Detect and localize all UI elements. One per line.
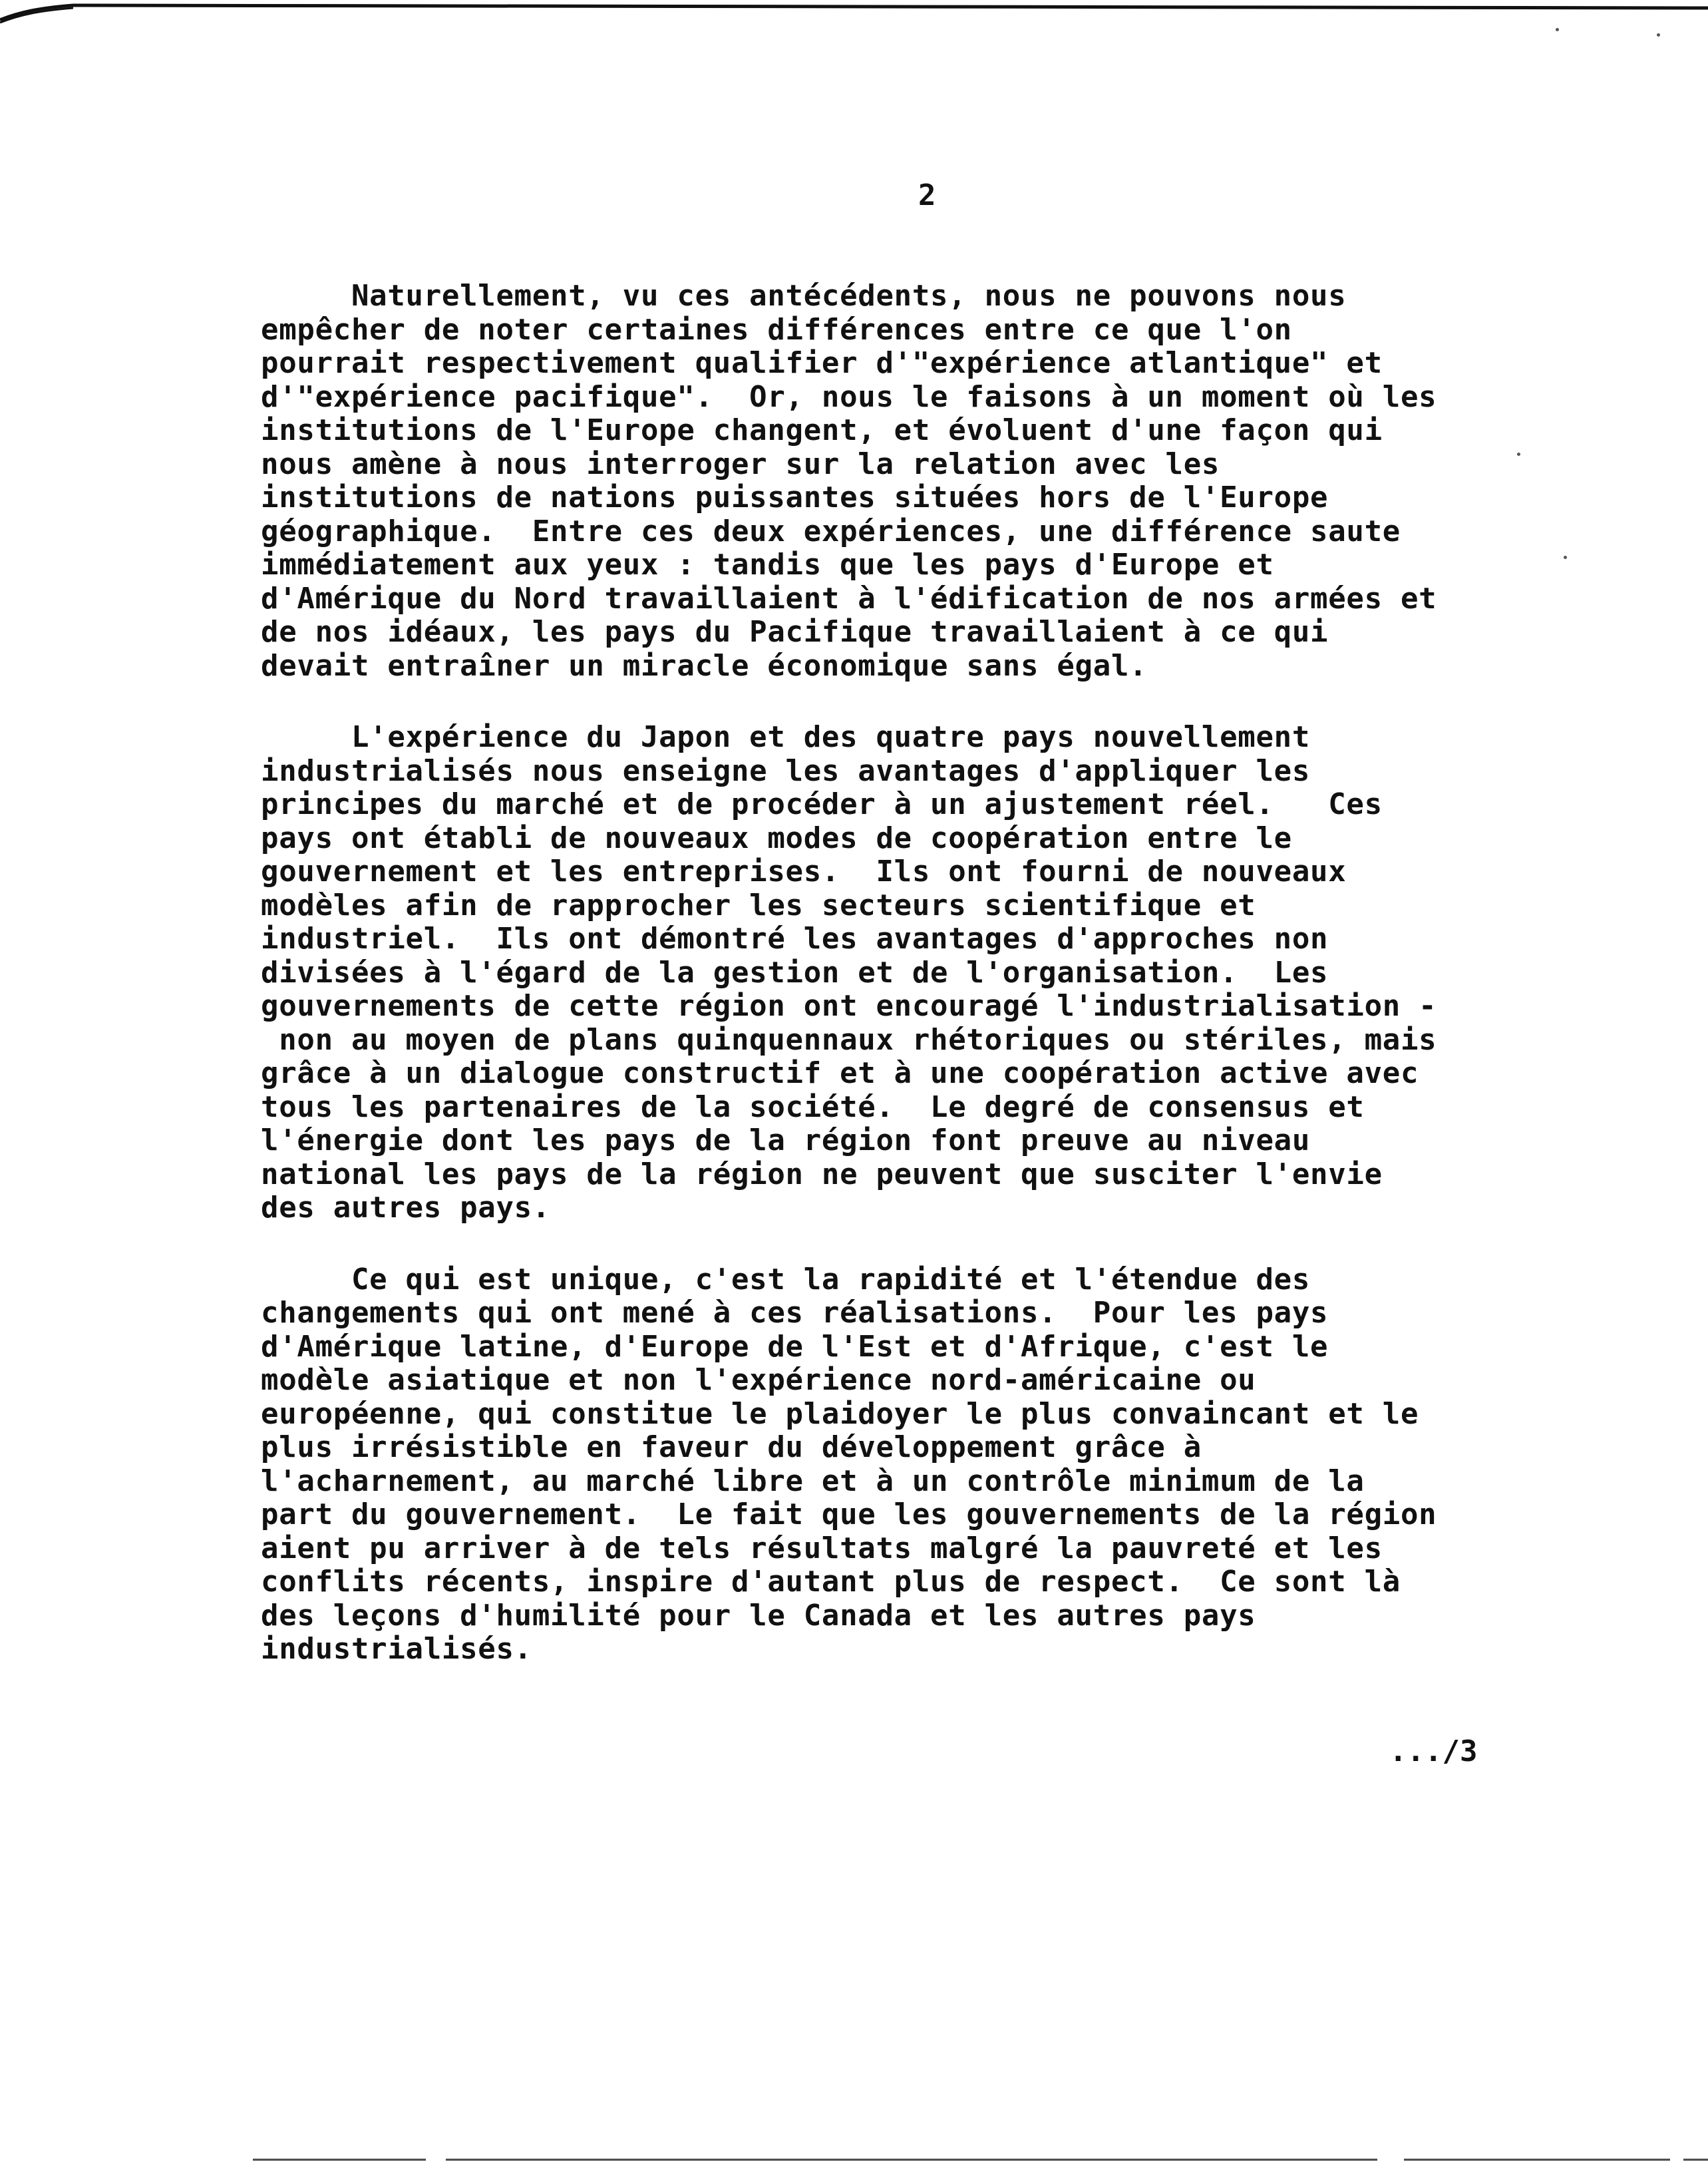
text-line: gouvernement et les entreprises. Ils ont fourni de nouveaux — [261, 855, 1347, 889]
text-line: l'énergie dont les pays de la région font preuve au niveau — [261, 1123, 1311, 1157]
text-line: Naturellement, vu ces antécédents, nous ne pouvons nous — [261, 279, 1347, 313]
text-line: immédiatement aux yeux : tandis que les pays d'Europe et — [261, 548, 1274, 582]
text-line: principes du marché et de procéder à un ajustement réel. Ces — [261, 787, 1383, 821]
text-line: tous les partenaires de la société. Le degré de consensus et — [261, 1089, 1365, 1124]
text-line: européenne, qui constitue le plaidoyer le plus convaincant et le — [261, 1396, 1419, 1431]
scan-speck — [1556, 28, 1559, 31]
text-line: L'expérience du Japon et des quatre pays nouvellement — [261, 720, 1311, 754]
text-line: d'Amérique du Nord travaillaient à l'édification de nos armées et — [261, 581, 1437, 616]
text-line: de nos idéaux, les pays du Pacifique travaillaient à ce qui — [261, 615, 1329, 649]
text-line: industrialisés. — [261, 1632, 532, 1666]
text-line: divisées à l'égard de la gestion et de l'organisation. Les — [261, 955, 1329, 990]
scan-speck — [1657, 33, 1660, 37]
text-line: grâce à un dialogue constructif et à une coopération active avec — [261, 1056, 1419, 1090]
text-line: plus irrésistible en faveur du développement grâce à — [261, 1430, 1202, 1464]
text-line: nous amène à nous interroger sur la relation avec les — [261, 447, 1220, 481]
text-line: modèles afin de rapprocher les secteurs scientifique et — [261, 888, 1256, 922]
text-line: l'acharnement, au marché libre et à un contrôle minimum de la — [261, 1464, 1365, 1498]
text-line: empêcher de noter certaines différences entre ce que l'on — [261, 312, 1292, 347]
text-line: changements qui ont mené à ces réalisations. Pour les pays — [261, 1296, 1329, 1330]
text-line: gouvernements de cette région ont encouragé l'industrialisation - — [261, 989, 1437, 1023]
text-line: pays ont établi de nouveaux modes de coopération entre le — [261, 821, 1292, 855]
paragraph-3 — [261, 1263, 1605, 1667]
text-line: non au moyen de plans quinquennaux rhétoriques ou stériles, mais — [261, 1022, 1437, 1057]
text-line: industrialisés nous enseigne les avantages d'appliquer les — [261, 753, 1311, 788]
text-line: des autres pays. — [261, 1191, 551, 1225]
text-line: institutions de nations puissantes situées hors de l'Europe — [261, 481, 1329, 514]
text-line: modèle asiatique et non l'expérience nord-américaine ou — [261, 1363, 1256, 1397]
text-line: aient pu arriver à de tels résultats malgré la pauvreté et les — [261, 1531, 1383, 1565]
text-line: devait entraîner un miracle économique sans égal. — [261, 648, 1148, 683]
page-number: 2 — [918, 178, 936, 212]
scan-bottom-edge — [0, 2153, 1708, 2166]
text-line: géographique. Entre ces deux expériences, une différence saute — [261, 514, 1401, 548]
text-line: conflits récents, inspire d'autant plus de respect. Ce sont là — [261, 1565, 1401, 1599]
text-line: des leçons d'humilité pour le Canada et les autres pays — [261, 1598, 1256, 1633]
text-line: d'"expérience pacifique". Or, nous le faisons à un moment où les — [261, 379, 1437, 414]
body-text — [261, 280, 1605, 1704]
paragraph-1 — [261, 280, 1605, 683]
text-line: institutions de l'Europe changent, et évoluent d'une façon qui — [261, 413, 1383, 447]
continuation-marker: .../3 — [1389, 1734, 1478, 1768]
text-line: national les pays de la région ne peuvent que susciter l'envie — [261, 1157, 1383, 1191]
text-line: pourrait respectivement qualifier d'"expérience atlantique" et — [261, 346, 1383, 380]
text-line: Ce qui est unique, c'est la rapidité et l'étendue des — [261, 1262, 1311, 1296]
text-line: part du gouvernement. Le fait que les gouvernements de la région — [261, 1497, 1437, 1531]
text-line: industriel. Ils ont démontré les avantages d'approches non — [261, 922, 1329, 956]
scan-top-edge — [0, 0, 1708, 40]
paragraph-2 — [261, 721, 1605, 1225]
text-line: d'Amérique latine, d'Europe de l'Est et d'Afrique, c'est le — [261, 1329, 1329, 1364]
